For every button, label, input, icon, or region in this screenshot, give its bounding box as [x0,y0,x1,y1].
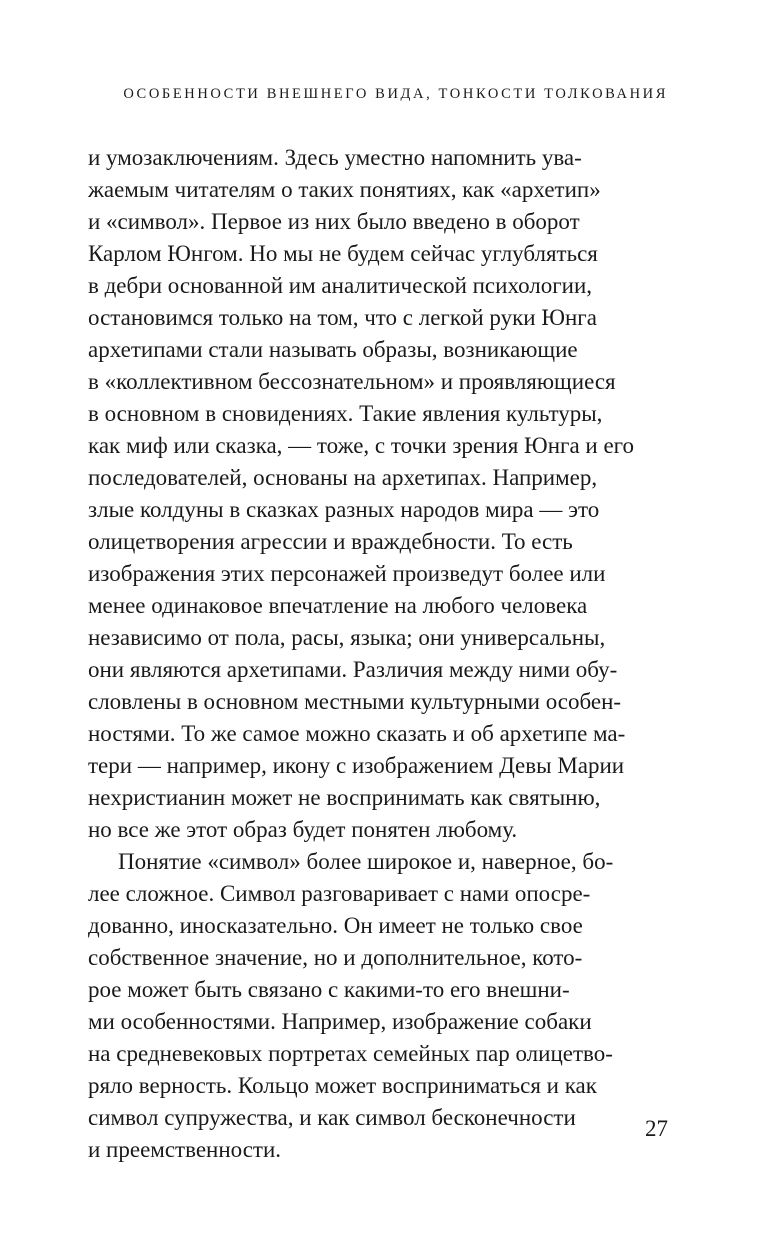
text-line: в «коллективном бессознательном» и проявляющиеся [88,369,616,394]
text-line: и «символ». Первое из них было введено в оборот [88,209,580,234]
text-line: ностями. То же самое можно сказать и об архетипе ма- [88,721,626,746]
running-head: ОСОБЕННОСТИ ВНЕШНЕГО ВИДА, ТОНКОСТИ ТОЛКОВАНИЯ [123,86,668,102]
text-line: в дебри основанной им аналитической психологии, [88,273,593,298]
paragraph-1 [88,142,648,846]
text-line: изображения этих персонажей произведут более или [88,561,606,586]
text-line: и преемственности. [88,1137,282,1162]
page-number: 27 [645,1116,668,1141]
text-line: на средневековых портретах семейных пар олицетво- [88,1041,613,1066]
text-line: собственное значение, но и дополнительное, кото- [88,945,583,970]
text-line: злые колдуны в сказках разных народов мира — это [88,497,600,522]
text-line: жаемым читателям о таких понятиях, как «архетип» [88,177,601,202]
text-line: дованно, иносказательно. Он имеет не только свое [88,913,583,938]
text-line: они являются архетипами. Различия между ними обу- [88,657,618,682]
text-line: олицетворения агрессии и враждебности. То есть [88,529,573,554]
body-text [88,142,648,1166]
text-line: словлены в основном местными культурными особен- [88,689,622,714]
text-line: нехристианин может не воспринимать как святыню, [88,785,601,810]
text-line: последователей, основаны на архетипах. Например, [88,465,598,490]
text-line: ряло верность. Кольцо может восприниматься и как [88,1073,597,1098]
text-line: Понятие «символ» более широкое и, наверное, бо- [118,849,614,874]
text-line: ми особенностями. Например, изображение собаки [88,1009,592,1034]
text-line: остановимся только на том, что с легкой руки Юнга [88,305,597,330]
text-line: лее сложное. Символ разговаривает с нами опосре- [88,881,591,906]
text-line: как миф или сказка, — тоже, с точки зрения Юнга и его [88,433,635,458]
text-line: рое может быть связано с какими-то его внешни- [88,977,570,1002]
text-line: но все же этот образ будет понятен любому. [88,817,518,842]
text-line: архетипами стали называть образы, возникающие [88,337,578,362]
text-line: менее одинаковое впечатление на любого человека [88,593,588,618]
text-line: Карлом Юнгом. Но мы не будем сейчас углубляться [88,241,598,266]
text-line: и умозаключениям. Здесь уместно напомнить ува- [88,145,582,170]
paragraph-2 [88,846,648,1166]
text-line: символ супружества, и как символ бесконечности [88,1105,576,1130]
text-line: независимо от пола, расы, языка; они универсальны, [88,625,606,650]
text-line: в основном в сновидениях. Такие явления культуры, [88,401,603,426]
text-line: тери — например, икону с изображением Девы Марии [88,753,625,778]
